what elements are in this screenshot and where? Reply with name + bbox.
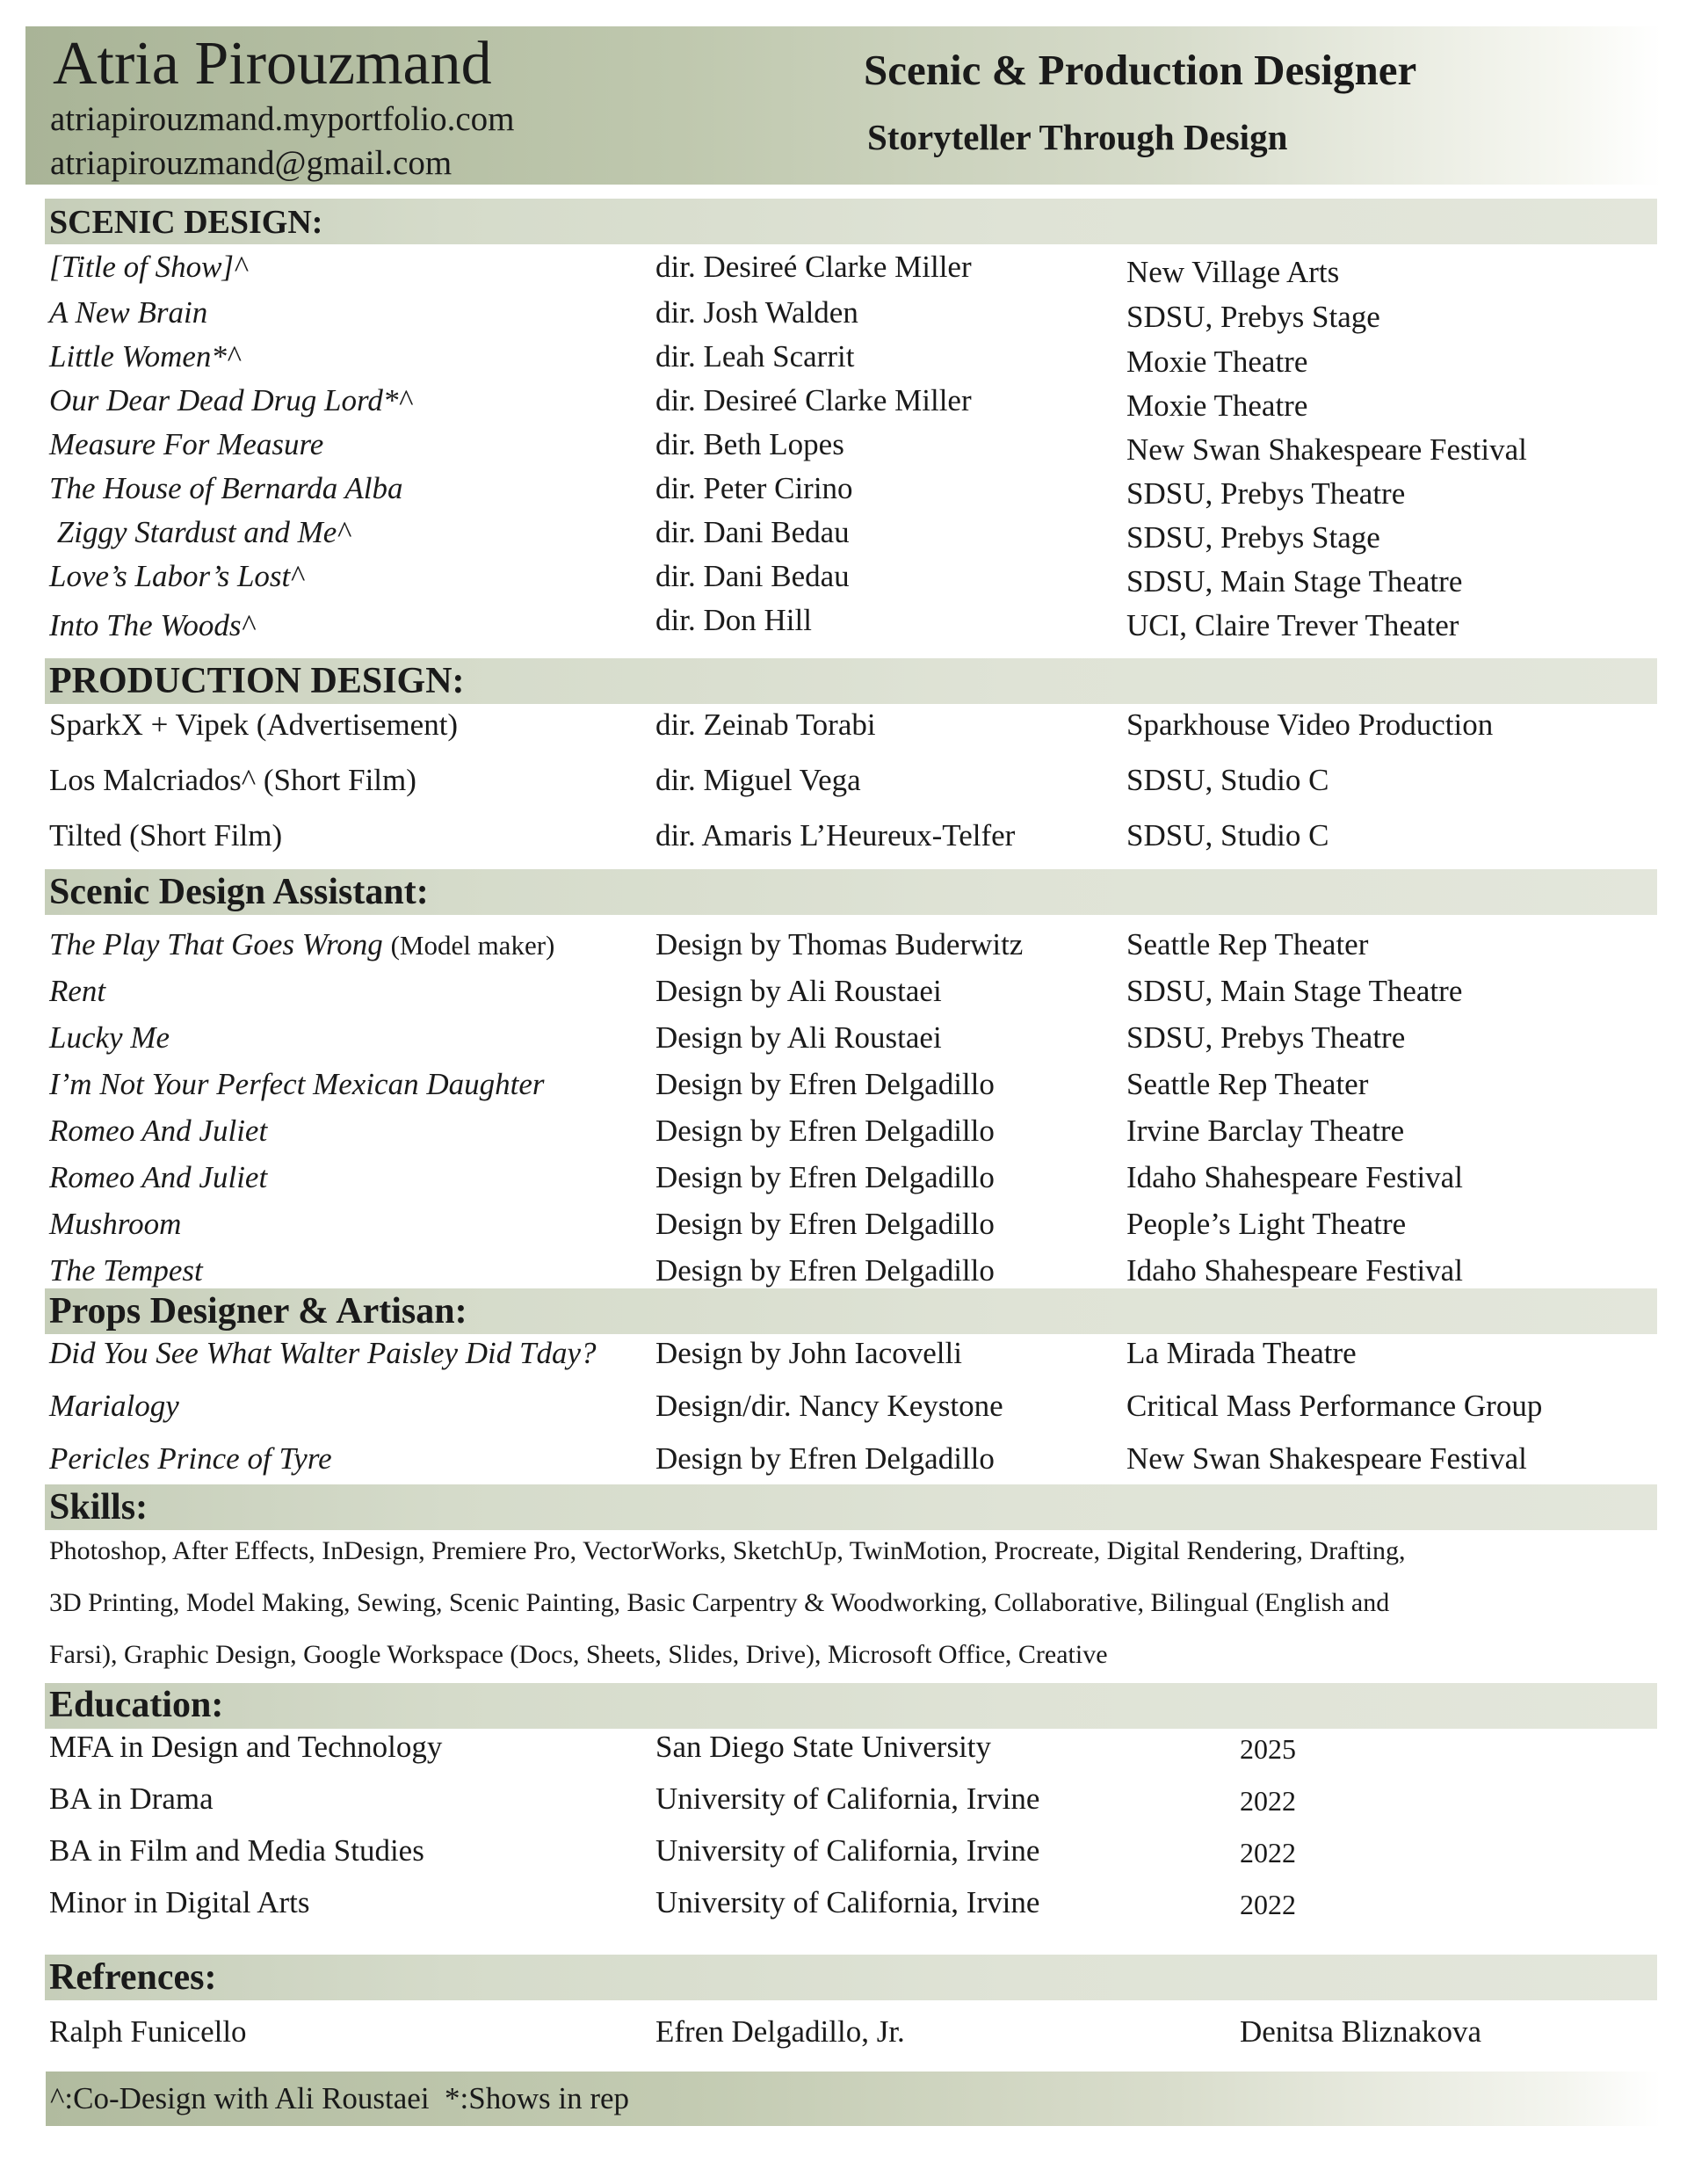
props-show: Marialogy: [49, 1389, 179, 1423]
resume-name: Atria Pirouzmand: [53, 30, 492, 98]
assistant-show-title: The Play That Goes Wrong: [49, 927, 383, 961]
scenic-show: Into The Woods^: [49, 608, 255, 642]
props-venue: La Mirada Theatre: [1126, 1336, 1357, 1370]
production-project: Tilted (Short Film): [49, 818, 283, 853]
scenic-venue: UCI, Claire Trever Theater: [1126, 608, 1459, 642]
scenic-director: dir. Desireé Clarke Miller: [655, 383, 972, 417]
production-project: SparkX + Vipek (Advertisement): [49, 707, 459, 742]
footer-legend: ^:Co-Design with Ali Roustaei *:Shows in rep: [50, 2081, 630, 2115]
scenic-director: dir. Peter Cirino: [655, 471, 853, 505]
scenic-director: dir. Don Hill: [655, 603, 812, 637]
education-degree: BA in Drama: [49, 1781, 214, 1816]
education-band: [45, 1683, 1657, 1729]
scenic-assistant-heading: Scenic Design Assistant:: [49, 872, 429, 912]
scenic-director: dir. Josh Walden: [655, 295, 858, 330]
props-show: Did You See What Walter Paisley Did Tday?: [49, 1336, 597, 1370]
portfolio-link[interactable]: atriapirouzmand.myportfolio.com: [50, 100, 515, 138]
scenic-venue: New Village Arts: [1126, 255, 1340, 289]
assistant-venue: SDSU, Prebys Theatre: [1126, 1020, 1406, 1055]
production-venue: SDSU, Studio C: [1126, 818, 1329, 853]
props-venue: Critical Mass Performance Group: [1126, 1389, 1543, 1423]
scenic-venue: SDSU, Prebys Stage: [1126, 520, 1380, 555]
education-year: 2025: [1240, 1733, 1296, 1765]
production-director: dir. Miguel Vega: [655, 763, 861, 797]
education-school: San Diego State University: [655, 1730, 992, 1764]
scenic-director: dir. Desireé Clarke Miller: [655, 250, 972, 284]
scenic-show: The House of Bernarda Alba: [49, 471, 403, 505]
education-school: University of California, Irvine: [655, 1885, 1040, 1919]
scenic-show: A New Brain: [49, 295, 208, 330]
assistant-designer: Design by Efren Delgadillo: [655, 1114, 995, 1148]
scenic-director: dir. Leah Scarrit: [655, 339, 855, 374]
scenic-venue: SDSU, Prebys Stage: [1126, 300, 1380, 334]
scenic-venue: SDSU, Prebys Theatre: [1126, 476, 1406, 511]
props-designer: Design/dir. Nancy Keystone: [655, 1389, 1003, 1423]
reference-name: Efren Delgadillo, Jr.: [655, 2014, 905, 2049]
scenic-show: Measure For Measure: [49, 427, 324, 461]
production-venue: Sparkhouse Video Production: [1126, 707, 1494, 742]
scenic-design-heading: SCENIC DESIGN:: [49, 204, 323, 241]
references-heading: Refrences:: [49, 1957, 217, 1998]
references-band: [45, 1955, 1657, 2000]
assistant-venue: Idaho Shahespeare Festival: [1126, 1160, 1463, 1194]
assistant-designer: Design by Efren Delgadillo: [655, 1067, 995, 1101]
education-year: 2022: [1240, 1889, 1296, 1920]
skills-line: Photoshop, After Effects, InDesign, Premiere Pro, VectorWorks, SketchUp, TwinMotion, Procreate, Digital Rendering, Drafting,: [49, 1536, 1406, 1565]
scenic-show: Our Dear Dead Drug Lord*^: [49, 383, 412, 417]
email-link[interactable]: atriapirouzmand@gmail.com: [50, 144, 453, 182]
scenic-show: Love’s Labor’s Lost^: [49, 559, 304, 593]
production-project: Los Malcriados^ (Short Film): [49, 763, 416, 797]
scenic-venue: Moxie Theatre: [1126, 388, 1308, 423]
assistant-designer: Design by Efren Delgadillo: [655, 1207, 995, 1241]
scenic-show: [Title of Show]^: [49, 250, 247, 284]
education-degree: MFA in Design and Technology: [49, 1730, 443, 1764]
scenic-show: Little Women*^: [49, 339, 240, 374]
assistant-show: Romeo And Juliet: [49, 1160, 268, 1194]
assistant-designer: Design by Ali Roustaei: [655, 974, 942, 1008]
assistant-designer: Design by Efren Delgadillo: [655, 1160, 995, 1194]
assistant-show: The Tempest: [49, 1253, 203, 1288]
assistant-venue: Irvine Barclay Theatre: [1126, 1114, 1405, 1148]
assistant-venue: SDSU, Main Stage Theatre: [1126, 974, 1463, 1008]
scenic-show: Ziggy Stardust and Me^: [49, 515, 351, 549]
scenic-venue: SDSU, Main Stage Theatre: [1126, 564, 1463, 599]
props-show: Pericles Prince of Tyre: [49, 1441, 332, 1476]
assistant-show: Rent: [49, 974, 106, 1008]
skills-line: 3D Printing, Model Making, Sewing, Scenic Painting, Basic Carpentry & Woodworking, Collaborative, Bilingual (English and: [49, 1588, 1390, 1617]
education-degree: Minor in Digital Arts: [49, 1885, 310, 1919]
reference-name: Ralph Funicello: [49, 2014, 247, 2049]
production-director: dir. Zeinab Torabi: [655, 707, 876, 742]
production-venue: SDSU, Studio C: [1126, 763, 1329, 797]
education-degree: BA in Film and Media Studies: [49, 1833, 424, 1868]
production-director: dir. Amaris L’Heureux-Telfer: [655, 818, 1016, 853]
props-heading: Props Designer & Artisan:: [49, 1291, 467, 1331]
assistant-designer: Design by Ali Roustaei: [655, 1020, 942, 1055]
assistant-venue: People’s Light Theatre: [1126, 1207, 1407, 1241]
scenic-venue: New Swan Shakespeare Festival: [1126, 432, 1527, 467]
tagline: Storyteller Through Design: [867, 117, 1288, 157]
assistant-venue: Seattle Rep Theater: [1126, 927, 1369, 961]
assistant-show: I’m Not Your Perfect Mexican Daughter: [49, 1067, 545, 1101]
assistant-show: Romeo And Juliet: [49, 1114, 268, 1148]
production-design-heading: PRODUCTION DESIGN:: [49, 661, 465, 701]
education-year: 2022: [1240, 1785, 1296, 1817]
scenic-venue: Moxie Theatre: [1126, 345, 1308, 379]
scenic-director: dir. Beth Lopes: [655, 427, 844, 461]
skills-heading: Skills:: [49, 1487, 148, 1527]
props-designer: Design by John Iacovelli: [655, 1336, 962, 1370]
scenic-director: dir. Dani Bedau: [655, 515, 850, 549]
education-year: 2022: [1240, 1837, 1296, 1868]
education-school: University of California, Irvine: [655, 1833, 1040, 1868]
assistant-venue: Idaho Shahespeare Festival: [1126, 1253, 1463, 1288]
skills-band: [45, 1484, 1657, 1530]
assistant-show: Mushroom: [49, 1207, 182, 1241]
assistant-designer: Design by Thomas Buderwitz: [655, 927, 1024, 961]
assistant-venue: Seattle Rep Theater: [1126, 1067, 1369, 1101]
assistant-show: Lucky Me: [49, 1020, 170, 1055]
props-designer: Design by Efren Delgadillo: [655, 1441, 995, 1476]
assistant-designer: Design by Efren Delgadillo: [655, 1253, 995, 1288]
education-heading: Education:: [49, 1685, 224, 1725]
assistant-show: [49, 925, 554, 965]
reference-name: Denitsa Bliznakova: [1240, 2014, 1482, 2049]
role-title: Scenic & Production Designer: [864, 46, 1417, 94]
props-venue: New Swan Shakespeare Festival: [1126, 1441, 1527, 1476]
education-school: University of California, Irvine: [655, 1781, 1040, 1816]
skills-line: Farsi), Graphic Design, Google Workspace (Docs, Sheets, Slides, Drive), Microsoft Office, Creative: [49, 1640, 1108, 1669]
scenic-director: dir. Dani Bedau: [655, 559, 850, 593]
assistant-role-note: (Model maker): [390, 930, 555, 961]
